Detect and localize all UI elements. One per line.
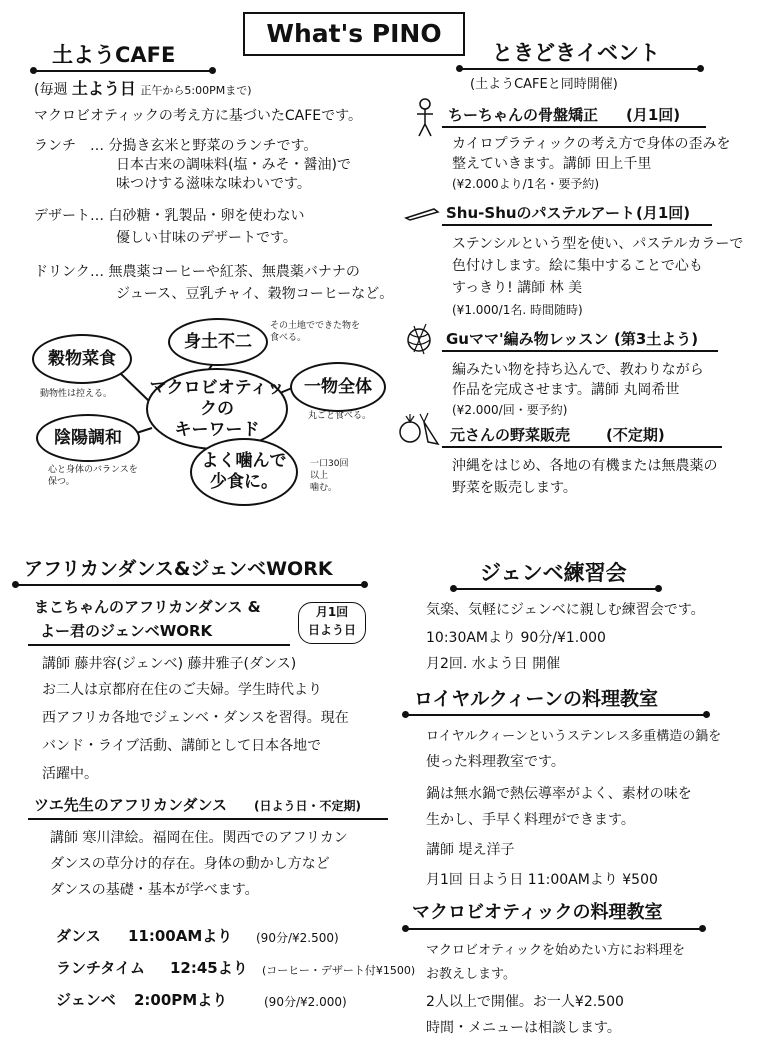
event-line: 編みたい物を持ち込んで、教わりながら xyxy=(452,362,704,378)
event-line: すっきり! 講師 林 美 xyxy=(452,280,583,296)
page-title: What's PINO xyxy=(266,19,442,48)
cafe-menu-label: ドリンク xyxy=(34,264,90,280)
event-title-underline xyxy=(442,126,706,128)
bullet-dot xyxy=(30,67,37,74)
yarn-ball-icon xyxy=(404,318,436,358)
event-line: 整えていきます。講師 田上千里 xyxy=(452,156,652,172)
cafe-menu-line: 優しい甘味のデザートです。 xyxy=(116,230,297,246)
event-title-underline xyxy=(442,446,722,448)
bullet-dot xyxy=(402,711,409,718)
bullet-dot xyxy=(699,925,706,932)
schedule-time: 11:00AMより xyxy=(128,927,233,945)
keyword-shindo-bubble: 身土不二 xyxy=(168,318,268,366)
cafe-schedule xyxy=(34,80,252,99)
cafe-menu-line: … 分搗き玄米と野菜のランチです。 xyxy=(90,138,318,154)
african-heading: アフリカンダンス&ジェンベWORK xyxy=(24,558,333,580)
cafe-menu-line: … 無農薬コーヒーや紅茶、無農薬バナナの xyxy=(90,264,360,280)
event-line: 野菜を販売します。 xyxy=(452,480,577,496)
keyword-kokumotsu-bubble: 穀物菜食 xyxy=(32,334,132,384)
cafe-schedule-open: (毎週 xyxy=(34,82,68,98)
events-subheading: (土ようCAFEと同時開催) xyxy=(470,77,618,92)
keyword-inyo-bubble: 陰陽調和 xyxy=(36,414,140,462)
schedule-time: 12:45より xyxy=(170,959,248,977)
keyword-inyo-note: 心と身体のバランスを 保つ。 xyxy=(48,465,138,487)
event-line: ステンシルという型を使い、パステルカラーで xyxy=(452,236,744,252)
schedule-detail: (コーヒー・デザート付¥1500) xyxy=(262,964,416,977)
event-line: カイロプラティックの考え方で身体の歪みを xyxy=(452,136,731,152)
royal-line: 使った料理教室です。 xyxy=(426,754,565,770)
page-title-box xyxy=(243,12,465,56)
royal-line: 鍋は無水鍋で熱伝導率がよく、素材の味を xyxy=(426,786,692,802)
cafe-menu-line: ジュース、豆乳チャイ、穀物コーヒーなど。 xyxy=(116,286,394,302)
bullet-dot xyxy=(209,67,216,74)
event-title: 元さんの野菜販売 xyxy=(450,426,571,444)
schedule-time: 2:00PMより xyxy=(134,991,228,1009)
african-class2-title: ツエ先生のアフリカンダンス xyxy=(34,796,228,814)
event-title: ちーちゃんの骨盤矯正 xyxy=(448,106,599,124)
event-title-underline xyxy=(442,350,718,352)
african-class1-title: まこちゃんのアフリカンダンス & xyxy=(34,598,261,616)
keyword-shindo-note: その土地でできた物を 食べる。 xyxy=(270,321,361,343)
person-stretch-icon xyxy=(414,98,436,138)
djembe-line: 気楽、気軽にジェンベに親しむ練習会です。 xyxy=(426,602,705,618)
cafe-intro: マクロビオティックの考え方に基づいたCAFEです。 xyxy=(34,108,363,124)
schedule-detail: (90分/¥2.000) xyxy=(264,995,347,1009)
macro-line: お教えします。 xyxy=(426,967,516,982)
cafe-menu-line: 日本古来の調味料(塩・みそ・醤油)で xyxy=(116,157,351,173)
african-class1-title: よー君のジェンベWORK xyxy=(40,622,213,640)
royal-heading-underline xyxy=(406,714,706,716)
schedule-detail: (90分/¥2.500) xyxy=(256,931,339,945)
vegetables-icon xyxy=(398,408,442,448)
cafe-schedule-day: 土よう日 xyxy=(71,79,136,98)
african-class1-line: 西アフリカ各地でジェンベ・ダンスを習得。現在 xyxy=(42,710,349,726)
african-class2-line: 講師 寒川津絵。福岡在住。関西でのアフリカン xyxy=(50,830,348,846)
bullet-dot xyxy=(450,585,457,592)
keyword-yokukande-bubble: よく噛んで 少食に。 xyxy=(190,438,298,506)
african-class1-underline xyxy=(28,644,290,646)
schedule-name: ジェンベ xyxy=(56,991,116,1009)
cafe-menu-line: … 白砂糖・乳製品・卵を使わない xyxy=(90,208,305,224)
pastel-pen-icon xyxy=(404,206,440,222)
macro-line: マクロビオティックを始めたい方にお料理を xyxy=(426,943,685,958)
event-line: (¥2.000より/1名・要予約) xyxy=(452,177,600,191)
african-class1-line: お二人は京都府在住のご夫婦。学生時代より xyxy=(42,682,322,698)
bullet-dot xyxy=(655,585,662,592)
african-class1-frequency xyxy=(298,602,366,644)
schedule-name: ダンス xyxy=(56,927,101,945)
event-line: (¥2.000/回・要予約) xyxy=(452,403,568,417)
event-frequency: (月1回) xyxy=(626,106,681,124)
keyword-ichibutsu-note: 丸ごと食べる。 xyxy=(308,411,372,421)
bullet-dot xyxy=(361,581,368,588)
african-class1-freq-line: 月1回 xyxy=(315,605,349,619)
event-frequency: (不定期) xyxy=(606,426,665,444)
djembe-heading-underline xyxy=(454,588,658,590)
royal-line: ロイヤルクィーンというステンレス多重構造の鍋を xyxy=(426,729,722,744)
bullet-dot xyxy=(703,711,710,718)
djembe-heading: ジェンベ練習会 xyxy=(480,561,627,585)
event-line: 色付けします。絵に集中することで心も xyxy=(452,258,703,274)
cafe-menu-label: デザート xyxy=(34,208,90,224)
cafe-heading-underline xyxy=(34,70,212,72)
cafe-menu-label: ランチ xyxy=(34,138,76,154)
african-class2-frequency: (日よう日・不定期) xyxy=(254,799,361,813)
royal-line: 月1回 日よう日 11:00AMより ¥500 xyxy=(426,872,658,888)
macro-heading-underline xyxy=(406,928,702,930)
event-title-underline xyxy=(442,224,712,226)
event-frequency: (月1回) xyxy=(636,204,691,222)
african-class1-freq-line: 日よう日 xyxy=(307,623,356,637)
event-title: Guママ'編み物レッスン xyxy=(446,330,609,348)
event-line: 沖縄をはじめ、各地の有機または無農薬の xyxy=(452,458,718,474)
bullet-dot xyxy=(402,925,409,932)
cafe-schedule-time: 正午から5:00PMまで) xyxy=(140,84,252,97)
royal-line: 生かし、手早く料理ができます。 xyxy=(426,812,635,828)
african-class2-underline xyxy=(28,818,388,820)
african-heading-underline xyxy=(16,584,364,586)
event-line: 作品を完成させます。講師 丸岡希世 xyxy=(452,382,680,398)
bullet-dot xyxy=(456,65,463,72)
djembe-line: 月2回. 水よう日 開催 xyxy=(426,656,561,672)
keyword-center: マクロビオティックの キーワード xyxy=(146,368,288,450)
bullet-dot xyxy=(12,581,19,588)
schedule-name: ランチタイム xyxy=(56,959,145,977)
royal-heading: ロイヤルクィーンの料理教室 xyxy=(414,688,658,710)
keyword-ichibutsu-bubble: 一物全体 xyxy=(290,362,386,412)
event-line: (¥1.000/1名. 時間随時) xyxy=(452,303,583,317)
african-class1-line: 活躍中。 xyxy=(42,766,98,782)
african-class1-line: 講師 藤井容(ジェンベ) 藤井雅子(ダンス) xyxy=(42,656,297,672)
event-title: Shu-Shuのパステルアート xyxy=(446,204,636,222)
keyword-yokukande-note: 一口30回 以上 噛む。 xyxy=(310,459,349,493)
african-class2-line: ダンスの基礎・基本が学べます。 xyxy=(50,882,259,898)
bullet-dot xyxy=(697,65,704,72)
keyword-kokumotsu-note: 動物性は控える。 xyxy=(40,389,113,399)
macro-line: 時間・メニューは相談します。 xyxy=(426,1020,621,1036)
cafe-menu-line: 味つけする滋味な味わいです。 xyxy=(116,176,311,192)
royal-line: 講師 堤え洋子 xyxy=(426,842,515,858)
african-class1-line: バンド・ライブ活動、講師として日本各地で xyxy=(42,738,322,754)
event-frequency: (第3土よう) xyxy=(614,330,699,348)
african-class2-line: ダンスの草分け的存在。身体の動かし方など xyxy=(50,856,330,872)
macro-line: 2人以上で開催。お一人¥2.500 xyxy=(426,994,624,1010)
events-heading-underline xyxy=(460,68,700,70)
djembe-line: 10:30AMより 90分/¥1.000 xyxy=(426,630,606,646)
cafe-heading: 土ようCAFE xyxy=(52,43,176,67)
events-heading: ときどきイベント xyxy=(492,41,660,65)
macro-heading: マクロビオティックの料理教室 xyxy=(412,902,663,923)
